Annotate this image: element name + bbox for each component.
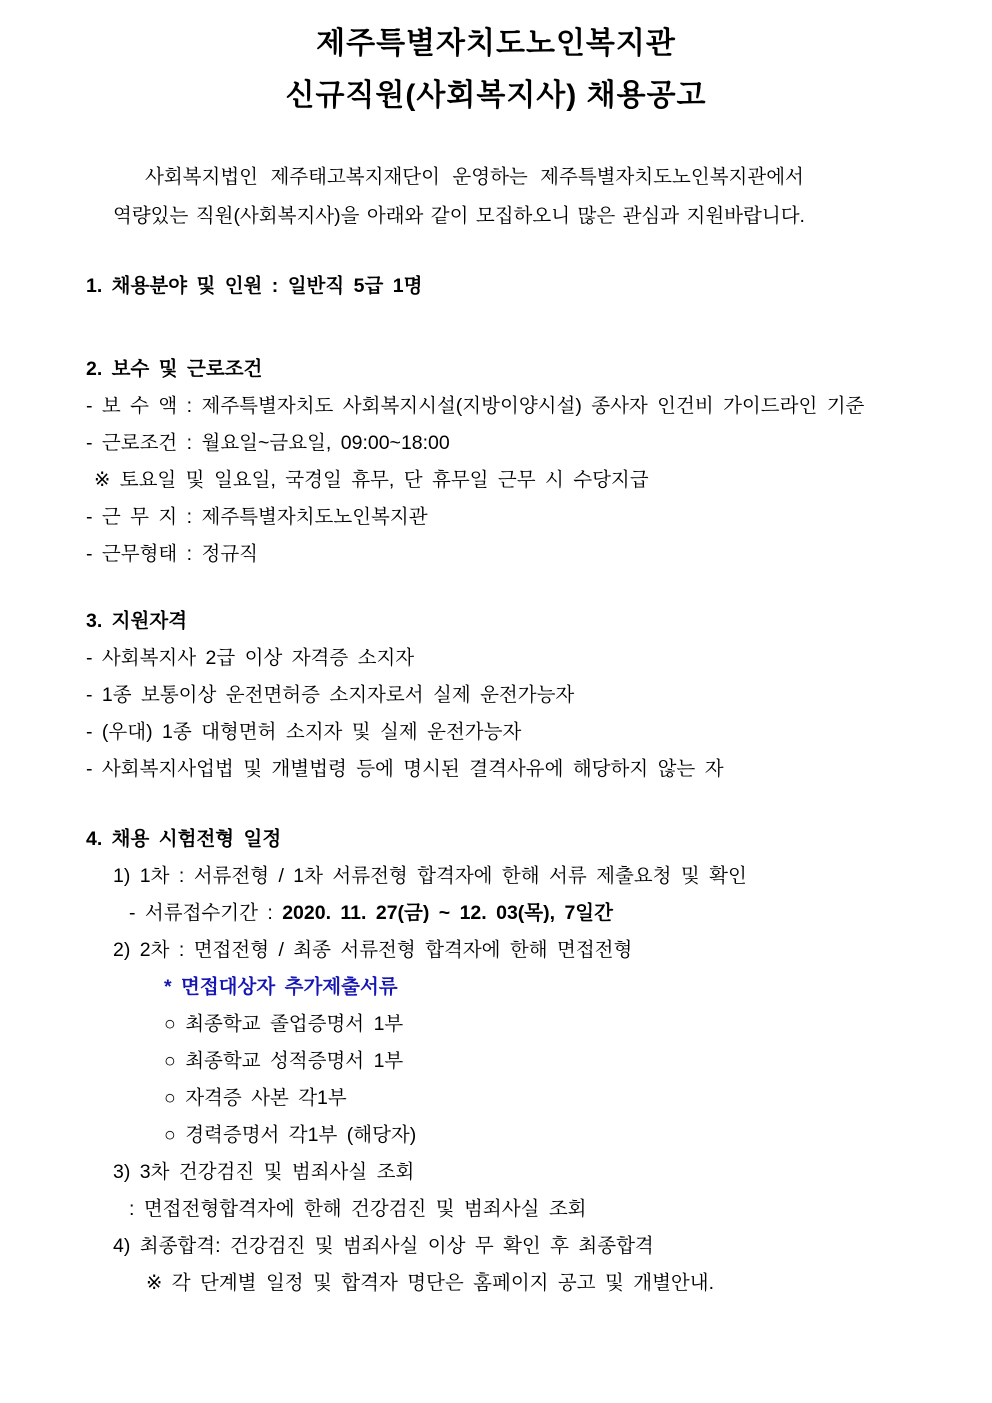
doc-line xyxy=(164,1043,936,1080)
section-2-heading: 2. 보수 및 근로조건 xyxy=(86,358,263,380)
section-3-heading: 3. 지원자격 xyxy=(86,610,188,632)
doc-line-segment: - 1종 보통이상 운전면허증 소지자로서 실제 운전가능자 xyxy=(86,684,575,706)
doc-line xyxy=(113,858,936,895)
doc-line-segment: ○ 자격증 사본 각1부 xyxy=(164,1087,347,1109)
section-2 xyxy=(86,351,936,573)
doc-line xyxy=(129,1191,936,1228)
section-3 xyxy=(86,603,936,788)
doc-line-segment: ※ 각 단계별 일정 및 합격자 명단은 홈페이지 공고 및 개별안내. xyxy=(146,1272,715,1294)
intro-paragraph xyxy=(113,158,936,236)
doc-line xyxy=(86,714,936,751)
doc-line xyxy=(129,895,936,932)
doc-line-segment: 2) 2차 : 면접전형 / 최종 서류전형 합격자에 한해 면접전형 xyxy=(113,939,633,961)
doc-line xyxy=(164,1080,936,1117)
doc-line-segment: ○ 경력증명서 각1부 (해당자) xyxy=(164,1124,417,1146)
doc-line-segment: - 근 무 지 : 제주특별자치도노인복지관 xyxy=(86,506,428,528)
doc-line xyxy=(86,536,936,573)
doc-line-segment: - 보 수 액 : 제주특별자치도 사회복지시설(지방이양시설) 종사자 인건비 가이드라인 기준 xyxy=(86,395,865,417)
doc-line xyxy=(94,462,936,499)
document-title xyxy=(86,18,906,122)
doc-line-segment: - 근로조건 : 월요일~금요일, 09:00~18:00 xyxy=(86,432,450,454)
doc-line xyxy=(113,1154,936,1191)
document-sections xyxy=(86,268,936,1302)
section-4-heading: 4. 채용 시험전형 일정 xyxy=(86,828,282,850)
doc-line xyxy=(164,1117,936,1154)
doc-line-segment: 2020. 11. 27(금) ~ 12. 03(목), 7일간 xyxy=(282,902,613,924)
doc-line-segment: : 면접전형합격자에 한해 건강검진 및 범죄사실 조회 xyxy=(129,1198,587,1220)
document-title-line-1: 제주특별자치도노인복지관 xyxy=(316,27,676,60)
doc-line xyxy=(113,932,936,969)
doc-line xyxy=(164,1006,936,1043)
doc-line xyxy=(86,499,936,536)
section-1-heading: 1. 채용분야 및 인원 : 일반직 5급 1명 xyxy=(86,275,423,297)
doc-line-segment: - 사회복지사 2급 이상 자격증 소지자 xyxy=(86,647,415,669)
doc-line-segment: 1) 1차 : 서류전형 / 1차 서류전형 합격자에 한해 서류 제출요청 및 확인 xyxy=(113,865,747,887)
doc-line-segment: - 근무형태 : 정규직 xyxy=(86,543,259,565)
doc-line-segment: - 사회복지사업법 및 개별법령 등에 명시된 결격사유에 해당하지 않는 자 xyxy=(86,758,724,780)
doc-line-segment: ※ 토요일 및 일요일, 국경일 휴무, 단 휴무일 근무 시 수당지급 xyxy=(94,469,649,491)
intro-line-2: 역량있는 직원(사회복지사)을 아래와 같이 모집하오니 많은 관심과 지원바랍니다. xyxy=(113,205,805,227)
doc-line xyxy=(146,1265,936,1302)
intro-line-1: 사회복지법인 제주태고복지재단이 운영하는 제주특별자치도노인복지관에서 xyxy=(145,166,804,188)
doc-line xyxy=(164,969,936,1006)
doc-line-segment: * 면접대상자 추가제출서류 xyxy=(164,976,398,998)
doc-line xyxy=(86,751,936,788)
doc-line-segment: - 서류접수기간 : xyxy=(129,902,283,924)
doc-line xyxy=(86,640,936,677)
doc-line-segment: ○ 최종학교 졸업증명서 1부 xyxy=(164,1013,404,1035)
doc-line-segment: 4) 최종합격: 건강검진 및 범죄사실 이상 무 확인 후 최종합격 xyxy=(113,1235,654,1257)
doc-line xyxy=(86,425,936,462)
doc-line xyxy=(86,677,936,714)
doc-line-segment: ○ 최종학교 성적증명서 1부 xyxy=(164,1050,404,1072)
doc-line-segment: 3) 3차 건강검진 및 범죄사실 조회 xyxy=(113,1161,415,1183)
section-1 xyxy=(86,268,936,305)
doc-line xyxy=(86,388,936,425)
document-title-line-2: 신규직원(사회복지사) 채용공고 xyxy=(285,79,707,112)
doc-line-segment: - (우대) 1종 대형면허 소지자 및 실제 운전가능자 xyxy=(86,721,522,743)
doc-line xyxy=(113,1228,936,1265)
section-4 xyxy=(86,821,936,1302)
